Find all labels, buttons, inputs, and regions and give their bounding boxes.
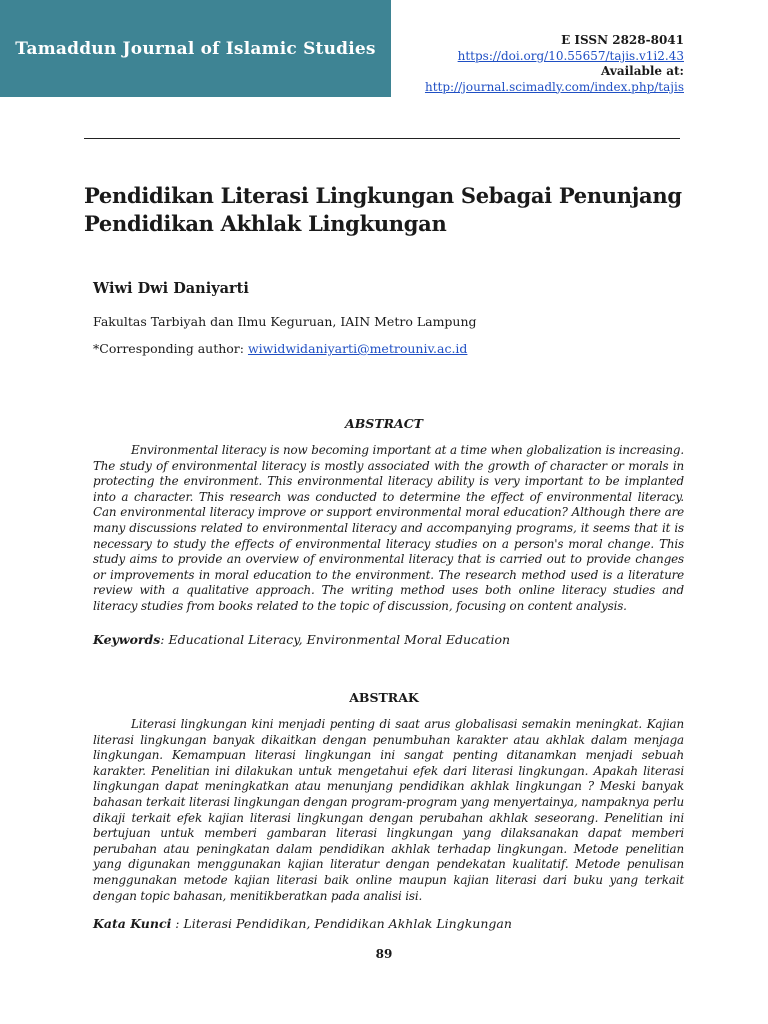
doi-link[interactable]: https://doi.org/10.55657/tajis.v1i2.43 bbox=[457, 48, 684, 63]
abstract-body: Environmental literacy is now becoming important at a time when globalization is increasing. The study of environmental literacy is mostly associated with the growth of character or morals in protecting the environment. This environmental literacy ability is very important to be implanted into a character. This research was conducted to determine the effect of environmental literacy. Can environmental literacy improve or support environmental moral education? Although there are many discussions related to environmental literacy and accompanying programs, it seems that it is necessary to study the effects of environmental literacy studies on a person's moral change. This study aims to provide an overview of environmental literacy that is carried out to provide changes or improvements in moral education to the environment. The research method used is a literature review with a qualitative approach. The writing method uses both online literacy studies and literacy studies from books related to the topic of discussion, focusing on content analysis. bbox=[93, 443, 684, 613]
journal-meta bbox=[425, 33, 684, 95]
kata-kunci bbox=[93, 916, 512, 931]
keywords bbox=[93, 632, 510, 647]
page-number: 89 bbox=[375, 947, 393, 961]
available-label: Available at: bbox=[601, 64, 684, 78]
journal-banner bbox=[0, 0, 391, 97]
abstrak-body: Literasi lingkungan kini menjadi penting di saat arus globalisasi semakin meningkat. Kajian literasi lingkungan banyak dikaitkan dengan penumbuhan karakter atau akhlak dalam menjaga lingkungan. Kemampuan literasi lingkungan ini sangat penting ditanamkan menjadi sebuah karakter. Penelitian ini dilakukan untuk mengetahui efek dari literasi lingkungan. Apakah literasi lingkungan dapat meningkatkan atau menunjang pendidikan akhlak lingkungan ? Meski banyak bahasan terkait literasi lingkungan dengan program-program yang menyertainya, nampaknya perlu dikaji terkait efek kajian literasi lingkungan dengan perubahan akhlak seseorang. Penelitian ini bertujuan untuk memberi gambaran literasi lingkungan yang dilaksanakan dapat memberi perubahan atau peningkatan dalam pendidikan akhlak terhadap lingkungan. Metode penelitian yang digunakan menggunakan kajian literatur dengan pendekatan kualitatif. Metode penulisan menggunakan metode kajian literasi baik online maupun kajian literasi dari buku yang terkait dengan topic bahasan, menitikberatkan pada analisi isi. bbox=[93, 717, 684, 903]
corresponding-author bbox=[93, 341, 467, 356]
corresponding-email-link[interactable]: wiwidwidaniyarti@metrouniv.ac.id bbox=[247, 341, 468, 356]
author-affiliation: Fakultas Tarbiyah dan Ilmu Keguruan, IAIN Metro Lampung bbox=[93, 314, 477, 329]
issn: E ISSN 2828-8041 bbox=[561, 33, 684, 47]
author-name: Wiwi Dwi Daniyarti bbox=[93, 280, 249, 297]
header-divider bbox=[84, 138, 680, 139]
keywords-text: : Educational Literacy, Environmental Moral Education bbox=[160, 632, 511, 647]
corresponding-label: *Corresponding author: bbox=[93, 341, 248, 356]
journal-site-link[interactable]: http://journal.scimadly.com/index.php/tajis bbox=[424, 79, 684, 94]
kata-kunci-text: : Literasi Pendidikan, Pendidikan Akhlak Lingkungan bbox=[171, 916, 512, 931]
keywords-label: Keywords bbox=[93, 632, 161, 647]
article-title: Pendidikan Literasi Lingkungan Sebagai Penunjang Pendidikan Akhlak Lingkungan bbox=[84, 183, 682, 236]
abstrak-heading: ABSTRAK bbox=[349, 690, 419, 705]
abstract-heading: ABSTRACT bbox=[345, 416, 423, 431]
kata-kunci-label: Kata Kunci bbox=[93, 916, 172, 931]
journal-name: Tamaddun Journal of Islamic Studies bbox=[15, 38, 376, 59]
